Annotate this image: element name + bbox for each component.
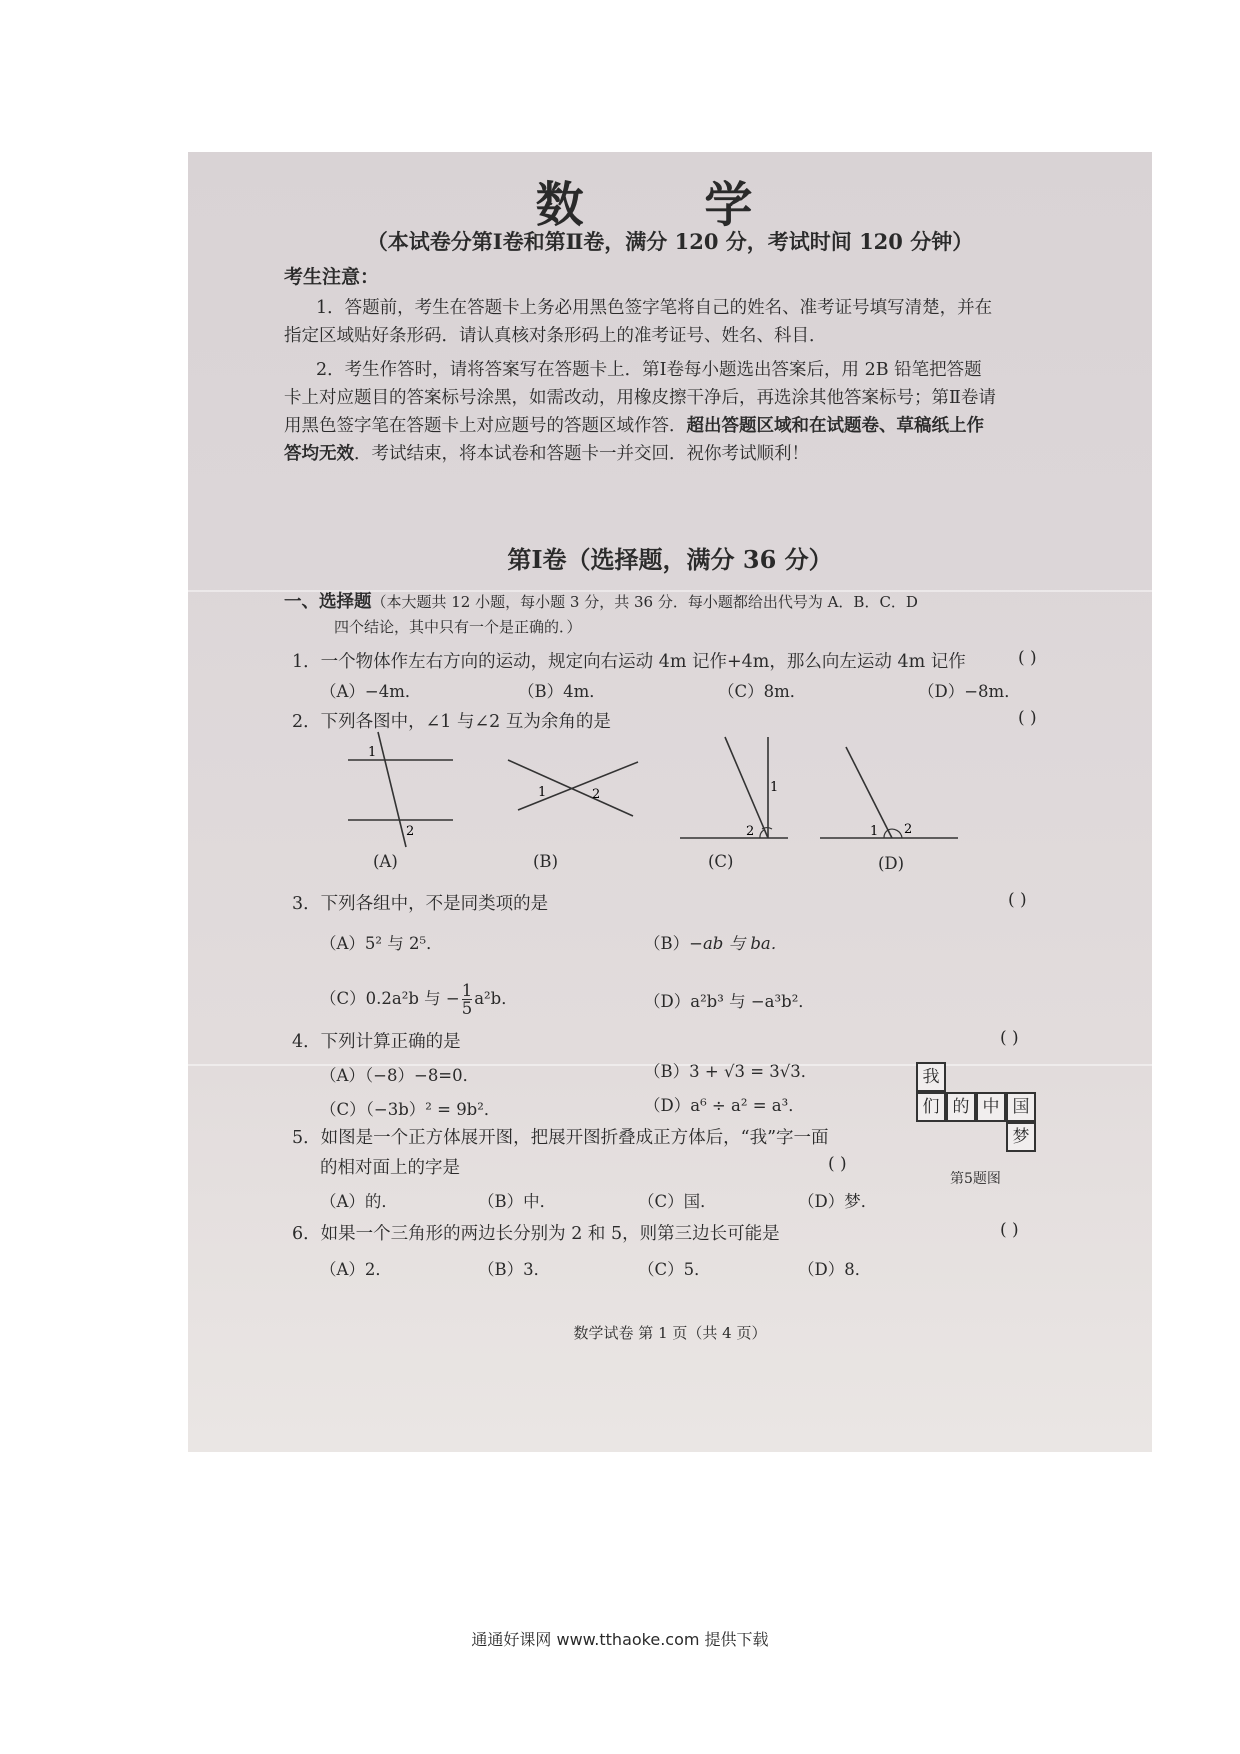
q5-option-a: （A）的． — [320, 1192, 398, 1211]
notice-line: 卡上对应题目的答案标号涂黑，如需改动，用橡皮擦干净后，再选涂其他答案标号；第Ⅱ卷请 — [284, 388, 996, 408]
q4-option-a: （A）（−8）−8=0． — [320, 1066, 480, 1085]
question-1-stem: 1．一个物体作左右方向的运动，规定向右运动 4m 记作+4m，那么向左运动 4m 记作 — [292, 652, 966, 672]
q2-figure-d-label: (D) — [878, 854, 905, 873]
net-cell: 中 — [976, 1092, 1006, 1122]
option-expression-tail: a²b． — [474, 989, 518, 1008]
q6-option-b: （B）3． — [478, 1260, 551, 1279]
q6-option-d: （D）8． — [798, 1260, 872, 1279]
question-4-stem: 4．下列计算正确的是 — [292, 1032, 461, 1052]
q2-figure-c-label: (C) — [708, 852, 734, 871]
notice-line: 2．考生作答时，请将答案写在答题卡上．第Ⅰ卷每小题选出答案后，用 2B 铅笔把答题 — [316, 360, 982, 380]
q1-option-a: （A）−4m． — [320, 682, 422, 701]
fraction-denominator: 5 — [461, 999, 473, 1018]
q4-option-c: （C）（−3b）² = 9b²． — [320, 1100, 501, 1119]
answer-blank: ( ) — [1018, 648, 1037, 668]
question-5-stem: 的相对面上的字是 — [320, 1158, 460, 1178]
option-expression: −ab 与 ba． — [689, 934, 788, 953]
q2-figure-b-label: (B) — [533, 852, 558, 871]
notice-text: 用黑色签字笔在答题卡上对应题号的答题区域作答． — [284, 416, 687, 436]
question-3-stem: 3．下列各组中，不是同类项的是 — [292, 894, 549, 914]
q2-figure-a — [348, 732, 458, 852]
option-expression: 5² 与 2⁵． — [364, 934, 443, 953]
answer-blank: ( ) — [1000, 1220, 1019, 1240]
option-letter: （D） — [644, 992, 691, 1011]
option-expression: a²b³ 与 −a³b²． — [690, 992, 815, 1011]
notice-line: 1．答题前，考生在答题卡上务必用黑色签字笔将自己的姓名、准考证号填写清楚，并在 — [316, 298, 993, 318]
q1-option-b: （B）4m． — [518, 682, 606, 701]
net-cell: 梦 — [1006, 1122, 1036, 1152]
answer-blank: ( ) — [828, 1154, 847, 1174]
q2-figure-b — [508, 758, 638, 818]
net-cell: 们 — [916, 1092, 946, 1122]
q5-figure-caption: 第5题图 — [950, 1171, 1001, 1187]
exam-subtitle: （本试卷分第Ⅰ卷和第Ⅱ卷，满分 120 分，考试时间 120 分钟） — [366, 229, 974, 254]
notice-emphasis: 答均无效 — [284, 444, 354, 464]
option-letter: （C） — [320, 989, 366, 1008]
option-letter: （A） — [320, 934, 365, 953]
notice-line — [284, 440, 809, 465]
net-cell: 国 — [1006, 1092, 1036, 1122]
answer-blank: ( ) — [1018, 708, 1037, 728]
exam-title: 数 学 — [535, 177, 805, 233]
q5-option-c: （C）国． — [638, 1192, 717, 1211]
angle-1-label: 1 — [368, 745, 377, 760]
answer-blank: ( ) — [1008, 890, 1027, 910]
question-5-stem: 5．如图是一个正方体展开图，把展开图折叠成正方体后，“我”字一面 — [292, 1128, 829, 1148]
q1-option-d: （D）−8m． — [918, 682, 1021, 701]
q2-figure-d — [820, 747, 960, 847]
q6-option-a: （A）2． — [320, 1260, 392, 1279]
angle-1-label: 1 — [870, 824, 879, 839]
question-2-stem: 2．下列各图中，∠1 与∠2 互为余角的是 — [292, 712, 611, 732]
q3-option-c — [320, 982, 518, 1017]
q2-figure-c — [680, 737, 790, 847]
part-description: 四个结论，其中只有一个是正确的．） — [334, 618, 582, 636]
exam-photo — [188, 152, 1152, 1452]
q5-option-d: （D）梦． — [798, 1192, 878, 1211]
notice-emphasis: 超出答题区域和在试题卷、草稿纸上作 — [686, 416, 984, 436]
download-credit: 通通好课网 www.tthaoke.com 提供下载 — [471, 1630, 769, 1649]
q5-option-b: （B）中． — [478, 1192, 557, 1211]
question-6-stem: 6．如果一个三角形的两边长分别为 2 和 5，则第三边长可能是 — [292, 1224, 780, 1244]
net-cell: 我 — [916, 1062, 946, 1092]
angle-2-label: 2 — [746, 824, 755, 839]
notice-text: ．考试结束，将本试卷和答题卡一并交回．祝你考试顺利！ — [354, 444, 809, 464]
angle-2-label: 2 — [592, 787, 601, 802]
angle-1-label: 1 — [770, 780, 779, 795]
angle-2-label: 2 — [904, 822, 913, 837]
angle-1-label: 1 — [538, 785, 547, 800]
q3-option-a — [320, 930, 443, 954]
option-letter: （B） — [644, 934, 690, 953]
q3-option-d — [644, 988, 815, 1012]
q1-option-c: （C）8m． — [718, 682, 807, 701]
fraction-numerator: 1 — [461, 981, 473, 1000]
page-footer: 数学试卷 第 1 页（共 4 页） — [573, 1324, 767, 1342]
q6-option-c: （C）5． — [638, 1260, 711, 1279]
q3-option-b — [644, 930, 787, 954]
notice-line: 指定区域贴好条形码．请认真核对条形码上的准考证号、姓名、科目． — [284, 326, 827, 346]
q2-figure-a-label: (A) — [373, 852, 398, 871]
net-cell: 的 — [946, 1092, 976, 1122]
part-heading — [284, 588, 918, 613]
answer-blank: ( ) — [1000, 1028, 1019, 1048]
part-label: 一、选择题 — [284, 592, 372, 612]
notice-heading: 考生注意： — [284, 266, 380, 288]
fraction — [462, 982, 473, 1017]
section-title: 第Ⅰ卷（选择题，满分 36 分） — [507, 545, 833, 574]
q4-option-b: （B）3 + √3 = 3√3． — [644, 1062, 818, 1081]
q4-option-d: （D）a⁶ ÷ a² = a³． — [644, 1096, 805, 1115]
option-expression: 0.2a²b 与 − — [365, 989, 460, 1008]
part-description: （本大题共 12 小题，每小题 3 分，共 36 分．每小题都给出代号为 A．B．C．D — [371, 593, 918, 611]
notice-line — [284, 412, 984, 437]
angle-2-label: 2 — [406, 824, 415, 839]
